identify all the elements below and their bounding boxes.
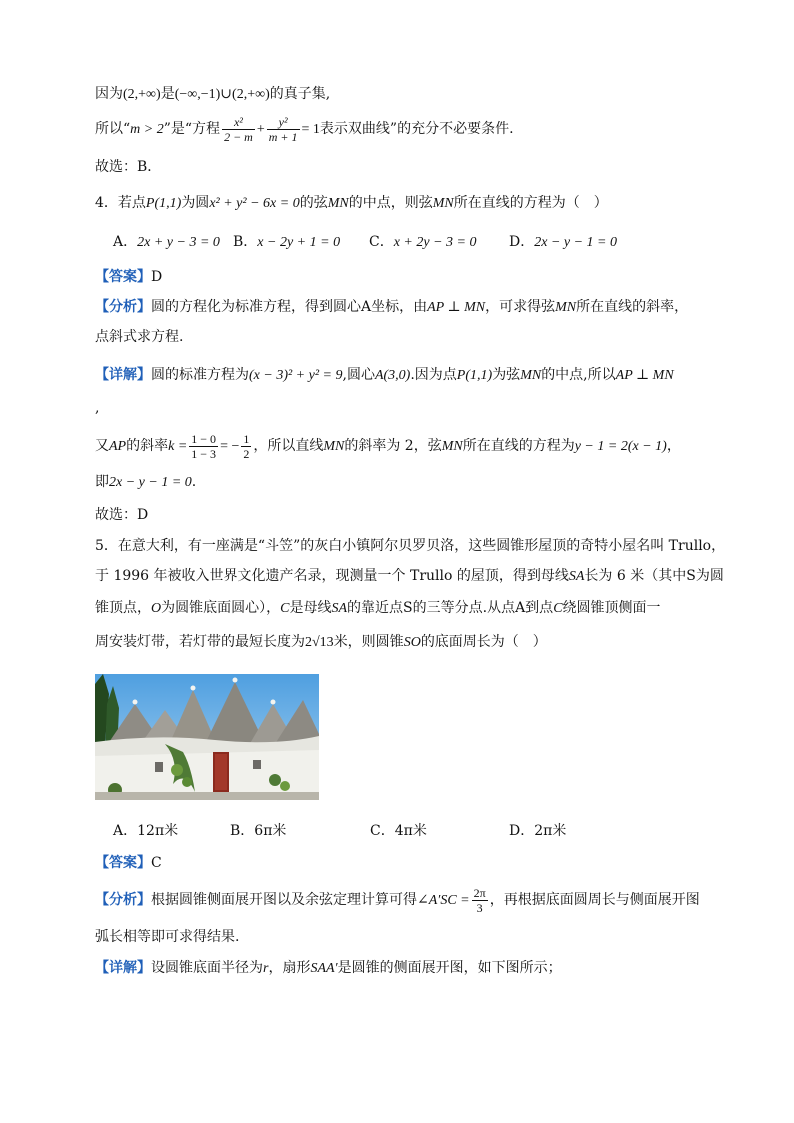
text: 的底面周长为（ ）: [420, 634, 547, 650]
fraction: [472, 886, 488, 915]
text: 圆的方程化为标准方程，得到圆心A坐标，由: [151, 299, 428, 315]
option-c: [370, 820, 427, 840]
fraction-numerator: x²: [222, 115, 255, 130]
question-4-stem: [95, 193, 608, 214]
fraction-denominator: m + 1: [268, 129, 298, 144]
analysis-tag: 【分析】: [95, 892, 151, 908]
analysis-line-1: [95, 297, 688, 318]
math-inline: (x − 3)² + y² = 9: [249, 368, 343, 383]
text: 的斜率为 2，弦: [344, 438, 442, 454]
math-op: = 1: [301, 122, 320, 137]
text: 是: [160, 86, 175, 102]
text: ，扇形: [268, 960, 311, 976]
math-inline: 2x − y − 1 = 0: [109, 475, 192, 490]
math-inline: AP: [109, 439, 127, 454]
text: 为圆: [181, 195, 210, 211]
option-c: [369, 231, 477, 251]
text-line-3: 故选：B．: [95, 159, 162, 175]
analysis-line-2: 点斜式求方程.: [95, 329, 184, 345]
math-inline: y − 1 = 2(x − 1): [574, 439, 667, 454]
text: 米，则圆锥: [333, 634, 404, 650]
math-inline: P(1,1): [456, 368, 493, 383]
text: 的真子集,: [269, 86, 331, 102]
detail-line-1: [95, 958, 562, 979]
answer-tag: 【答案】: [95, 855, 151, 871]
option-text: 2x − y − 1 = 0: [534, 235, 618, 250]
math-inline: AP ⊥ MN: [427, 300, 486, 315]
analysis-line-1: [95, 882, 700, 919]
analysis-line-2: 弧长相等即可求得结果.: [95, 929, 240, 945]
text: 是圆锥的侧面展开图，如下图所示；: [337, 960, 562, 976]
fraction-denominator: 1 − 3: [191, 446, 217, 461]
option-label: B．: [230, 823, 255, 839]
math-inline: SA: [331, 601, 348, 616]
text: 4．若点: [95, 195, 146, 211]
math-op: = −: [220, 439, 240, 454]
math-inline: k =: [168, 439, 188, 454]
fraction: [267, 115, 300, 144]
option-label: A．: [113, 234, 138, 250]
text: 所在直线的方程为: [462, 438, 575, 454]
option-label: C．: [370, 823, 395, 839]
math-inline: ∠A′SC =: [417, 893, 470, 908]
fraction-denominator: 2: [243, 446, 250, 461]
math-interval: (−∞,−1)∪(2,+∞): [174, 87, 270, 102]
text: 因为: [95, 86, 123, 102]
text: ，所以直线: [253, 438, 324, 454]
option-d: [509, 820, 566, 840]
math-inline: C: [553, 601, 563, 616]
option-label: C．: [369, 234, 394, 250]
fraction-numerator: 1 − 0: [191, 431, 217, 446]
text: ，: [666, 438, 681, 454]
option-d: [509, 231, 617, 251]
answer-line: [95, 267, 162, 287]
text: 即: [95, 474, 109, 490]
math-inline: SA: [568, 569, 585, 584]
fraction: [241, 432, 251, 461]
analysis-tag: 【分析】: [95, 299, 151, 315]
detail-comma: ,: [95, 400, 100, 416]
math-interval: (2,+∞): [123, 87, 161, 102]
question-5-line-1: 5．在意大利，有一座满是“斗笠”的灰白小镇阿尔贝罗贝洛，这些圆锥形屋顶的奇特小屋名叫 Trullo，: [95, 538, 726, 554]
fraction-denominator: 2 − m: [224, 129, 253, 144]
text: ”是“方程: [163, 121, 221, 137]
fraction-numerator: y²: [267, 115, 300, 130]
text: 表示双曲线”的充分不必要条件.: [319, 121, 514, 137]
text: 长为 6 米（其中S为圆: [584, 568, 724, 584]
text: 圆的标准方程为: [151, 367, 249, 383]
math-inline: SAA′: [310, 961, 338, 976]
fraction-numerator: 2π: [473, 885, 486, 900]
math-inline: MN: [432, 196, 454, 211]
question-5-line-4: [95, 632, 547, 653]
photo-illustration: [95, 674, 319, 800]
text-line-1: [95, 84, 330, 105]
question-5-line-3: [95, 598, 661, 619]
choose-line: 故选：D: [95, 507, 149, 523]
text: ,圆心: [342, 367, 375, 383]
text: 是母线: [289, 600, 332, 616]
math-inline: m > 2: [130, 122, 164, 137]
option-b: [230, 820, 286, 840]
answer-line: [95, 853, 162, 873]
option-text: x + 2y − 3 = 0: [393, 235, 477, 250]
math-inline: P(1,1): [145, 196, 182, 211]
option-text: 2x + y − 3 = 0: [137, 235, 220, 250]
text: 的中点，则弦: [348, 195, 433, 211]
option-label: D．: [509, 234, 535, 250]
fraction: [189, 432, 218, 461]
detail-line-2: [95, 428, 681, 465]
detail-line-1: [95, 365, 674, 386]
detail-line-3: [95, 472, 196, 493]
math-inline: r: [263, 961, 269, 976]
answer-value: D: [151, 269, 163, 285]
text: 的斜率: [126, 438, 169, 454]
option-text: 12π米: [137, 823, 179, 839]
option-text: 2π米: [534, 823, 567, 839]
option-label: D．: [509, 823, 535, 839]
text: 绕圆锥顶侧面一: [562, 600, 661, 616]
option-text: x − 2y + 1 = 0: [257, 235, 341, 250]
option-label: A．: [113, 823, 138, 839]
text: 所以“: [95, 121, 131, 137]
text: 所在直线的斜率，: [576, 299, 689, 315]
text: .因为点: [410, 367, 457, 383]
text: 为圆锥底面圆心），: [161, 600, 281, 616]
math-inline: O: [151, 601, 162, 616]
detail-tag: 【详解】: [95, 960, 151, 976]
fraction: [222, 115, 255, 144]
option-text: 6π米: [254, 823, 287, 839]
math-inline: SO: [403, 635, 421, 650]
detail-tag: 【详解】: [95, 367, 151, 383]
text: ，再根据底面圆周长与侧面展开图: [489, 892, 700, 908]
math-inline: MN: [441, 439, 463, 454]
option-label: B．: [233, 234, 258, 250]
text-line-2: [95, 112, 514, 147]
option-a: [113, 231, 220, 251]
math-inline: A(3,0): [374, 368, 411, 383]
trullo-houses-photo: [95, 674, 319, 800]
question-5-line-2: [95, 566, 724, 587]
text: 根据圆锥侧面展开图以及余弦定理计算可得: [151, 892, 417, 908]
math-inline: AP ⊥ MN: [615, 368, 674, 383]
text: 周安装灯带，若灯带的最短长度为: [95, 634, 305, 650]
option-a: [113, 820, 178, 840]
math-inline: MN: [520, 368, 542, 383]
text: ，可求得弦: [485, 299, 556, 315]
text: 的弦: [299, 195, 328, 211]
text: 的中点,所以: [541, 367, 616, 383]
answer-value: C: [151, 855, 162, 871]
math-inline: MN: [555, 300, 577, 315]
math-op: +: [256, 122, 265, 137]
fraction-numerator: 1: [243, 431, 250, 446]
fraction-denominator: 3: [476, 900, 483, 915]
text: 所在直线的方程为（ ）: [453, 195, 608, 211]
math-inline: C: [280, 601, 290, 616]
text: 锥顶点，: [95, 600, 151, 616]
option-text: 4π米: [394, 823, 427, 839]
text: 的靠近点S的三等分点.从点A到点: [347, 600, 554, 616]
math-inline: 2√13: [305, 635, 334, 650]
math-inline: MN: [327, 196, 349, 211]
math-inline: MN: [323, 439, 345, 454]
text: .: [191, 474, 197, 490]
text: 为弦: [492, 367, 521, 383]
math-inline: x² + y² − 6x = 0: [209, 196, 300, 211]
text: 于 1996 年被收入世界文化遗产名录，现测量一个 Trullo 的屋顶，得到母线: [95, 568, 569, 584]
text: 设圆锥底面半径为: [151, 960, 263, 976]
option-b: [233, 231, 340, 251]
text: 又: [95, 438, 109, 454]
answer-tag: 【答案】: [95, 269, 151, 285]
